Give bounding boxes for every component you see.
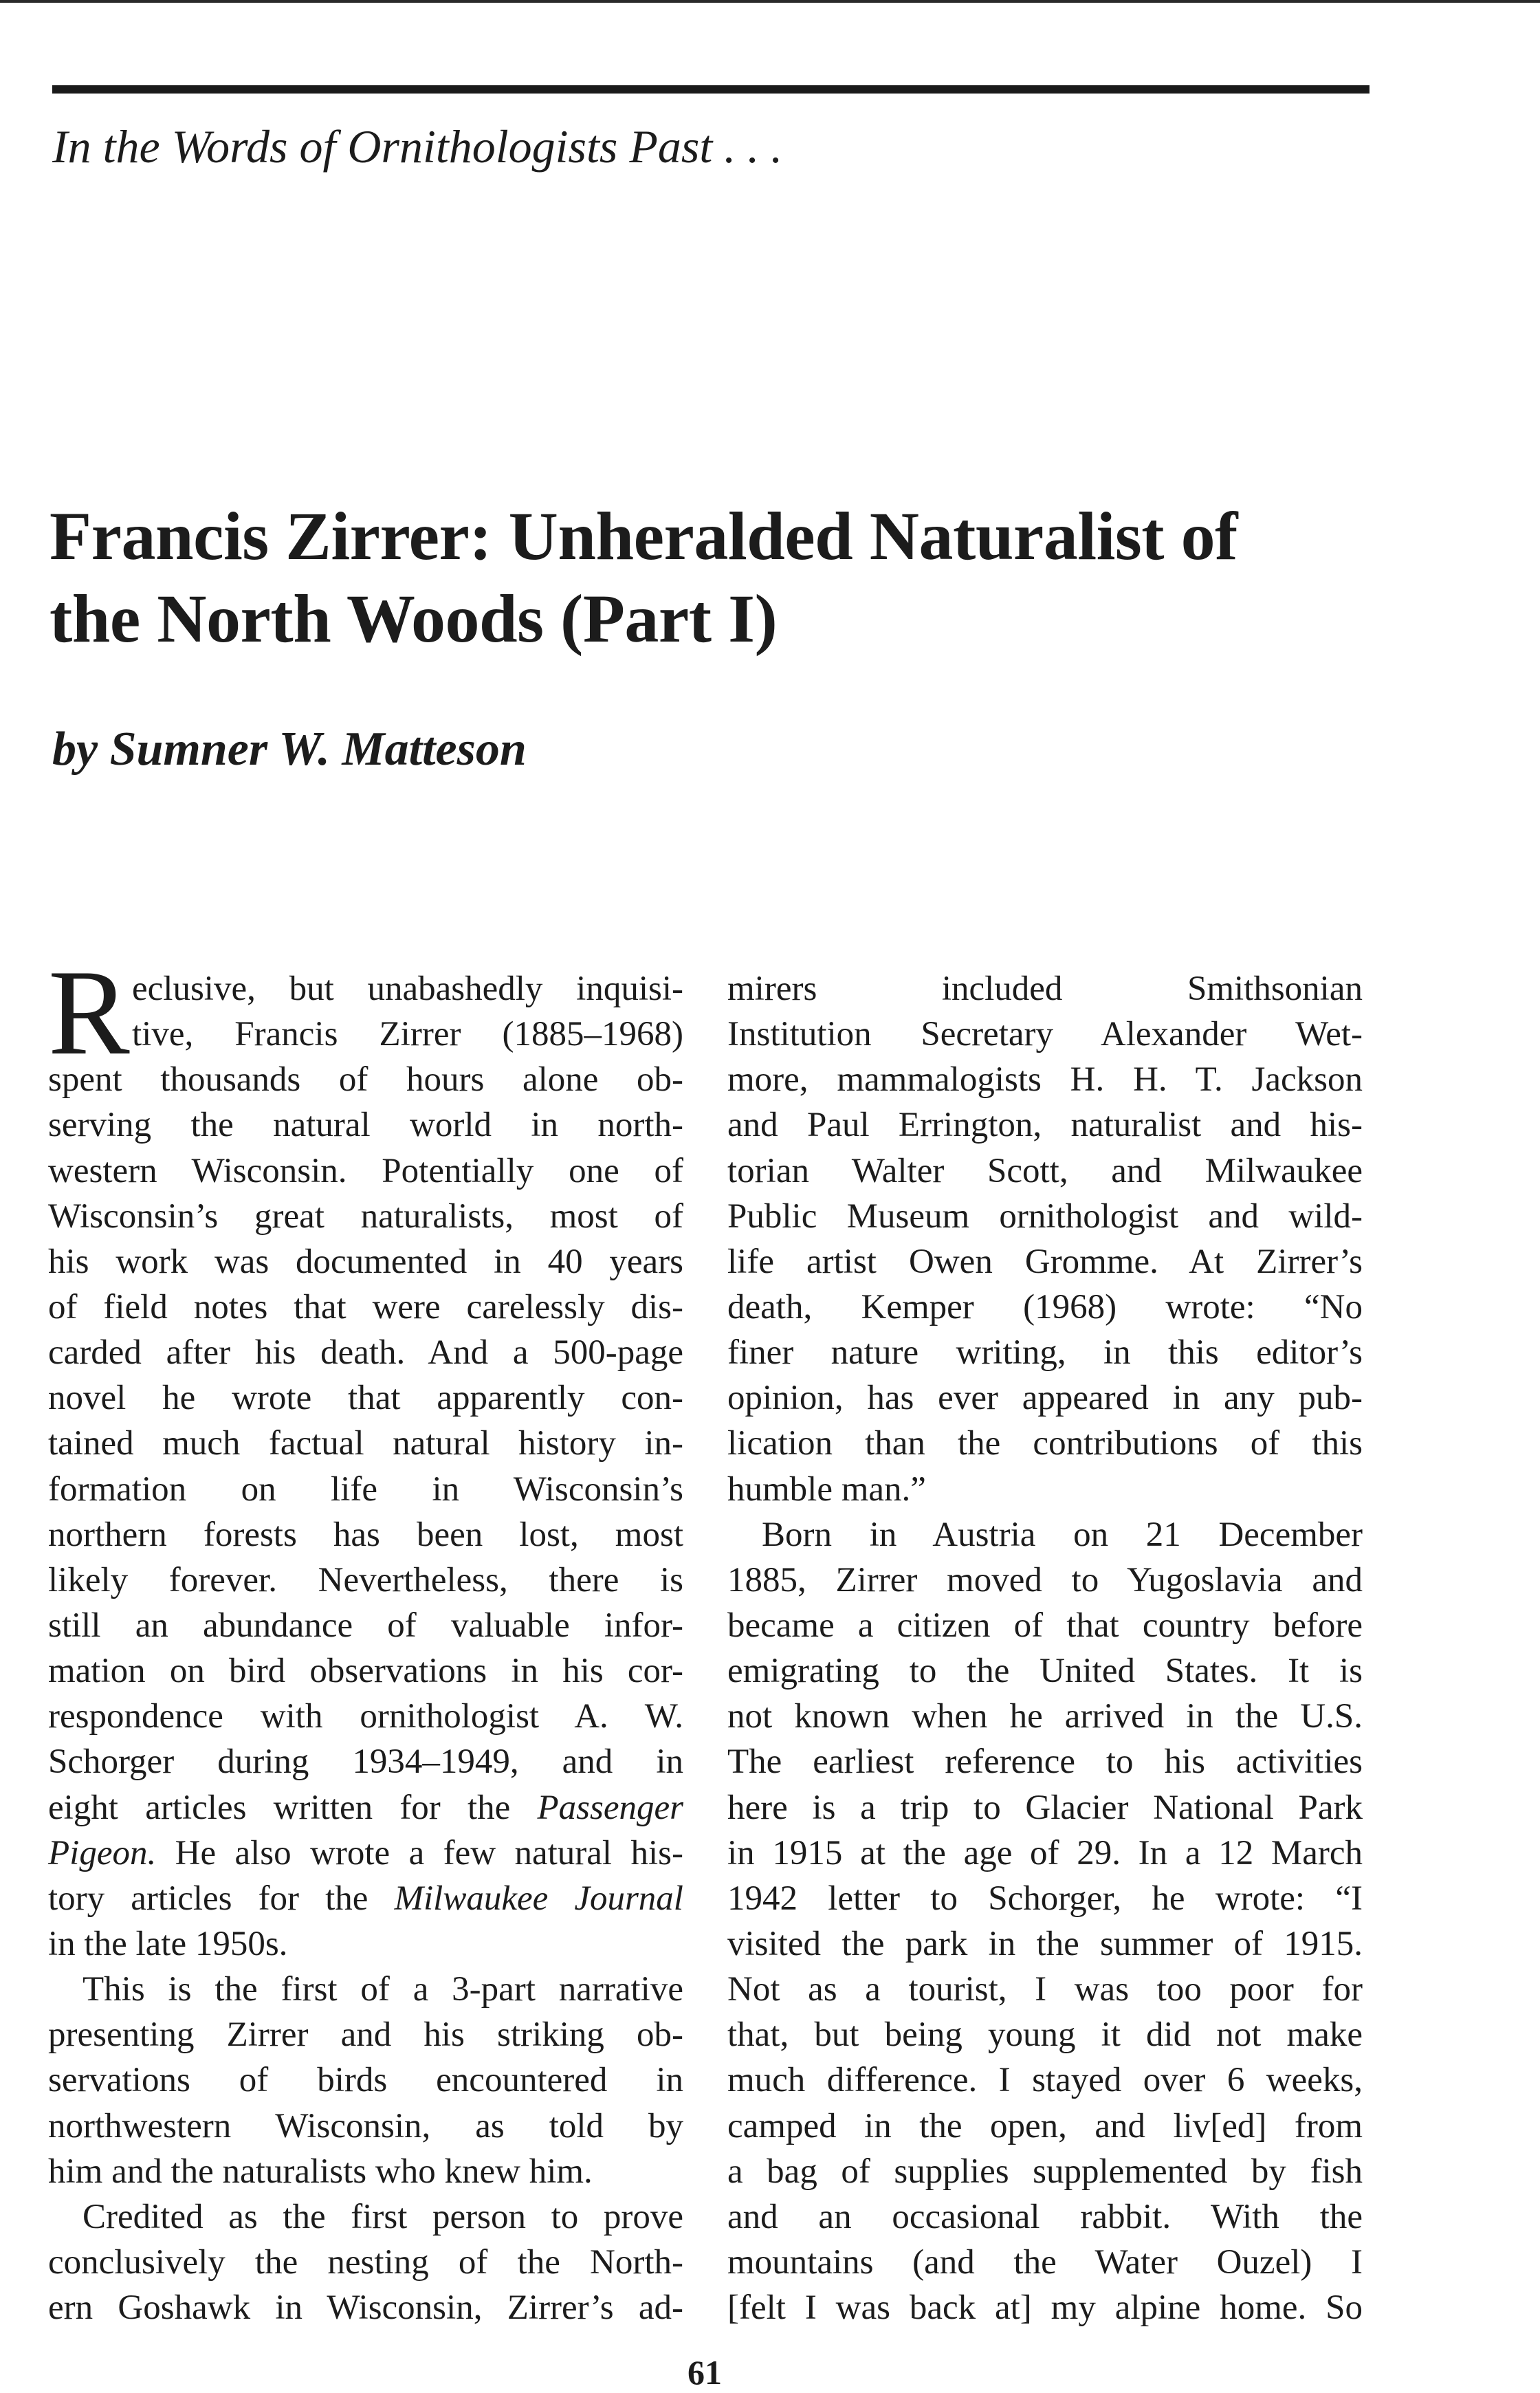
- left-column-line: Wisconsin’s great naturalists, most of: [48, 1196, 683, 1236]
- right-column-line: Not as a tourist, I was too poor for: [727, 1970, 1363, 2009]
- left-column-line: his work was documented in 40 years: [48, 1242, 683, 1281]
- left-column-line: serving the natural world in north-: [48, 1106, 683, 1145]
- right-column-line: Born in Austria on 21 December: [762, 1515, 1363, 1554]
- right-column-line: death, Kemper (1968) wrote: “No: [727, 1287, 1363, 1326]
- right-column-line: in 1915 at the age of 29. In a 12 March: [727, 1833, 1363, 1872]
- left-column-line: mation on bird observations in his cor-: [48, 1652, 683, 1691]
- right-column-line: here is a trip to Glacier National Park: [727, 1788, 1363, 1827]
- left-column-line: novel he wrote that apparently con-: [48, 1379, 683, 1418]
- left-column-line: tive, Francis Zirrer (1885–1968): [132, 1015, 683, 1054]
- right-column-line: lication than the contributions of this: [727, 1424, 1363, 1463]
- right-column-line: life artist Owen Gromme. At Zirrer’s: [727, 1242, 1363, 1281]
- right-column-line: not known when he arrived in the U.S.: [727, 1697, 1363, 1736]
- left-column-line: formation on life in Wisconsin’s: [48, 1469, 683, 1509]
- left-column-line: Credited as the first person to prove: [82, 2197, 683, 2236]
- header-rule: [52, 85, 1370, 94]
- page-top-edge: [0, 0, 1540, 3]
- left-column-line: ern Goshawk in Wisconsin, Zirrer’s ad-: [48, 2288, 683, 2328]
- section-label: In the Words of Ornithologists Past . . .: [52, 120, 783, 173]
- right-column-line: camped in the open, and liv[ed] from: [727, 2106, 1363, 2145]
- author-byline: by Sumner W. Matteson: [52, 723, 527, 776]
- left-column-line: spent thousands of hours alone ob-: [48, 1060, 683, 1100]
- left-column-line: likely forever. Nevertheless, there is: [48, 1560, 683, 1599]
- right-column-line: opinion, has ever appeared in any pub-: [727, 1379, 1363, 1418]
- left-column-line: carded after his death. And a 500-page: [48, 1333, 683, 1373]
- left-column-line: This is the first of a 3-part narrative: [82, 1970, 683, 2009]
- right-column-line: The earliest reference to his activities: [727, 1742, 1363, 1782]
- left-column-line: eight articles written for the Passenger: [48, 1788, 683, 1827]
- right-column-line: Institution Secretary Alexander Wet-: [727, 1015, 1363, 1054]
- left-column-line: conclusively the nesting of the North-: [48, 2242, 683, 2282]
- left-column-line: western Wisconsin. Potentially one of: [48, 1151, 683, 1190]
- right-column-line: and an occasional rabbit. With the: [727, 2197, 1363, 2236]
- right-column-line: much difference. I stayed over 6 weeks,: [727, 2061, 1363, 2100]
- right-column-line: mountains (and the Water Ouzel) I: [727, 2242, 1363, 2282]
- left-column-line: servations of birds encountered in: [48, 2061, 683, 2100]
- right-column-line: emigrating to the United States. It is: [727, 1652, 1363, 1691]
- left-column-line: him and the naturalists who knew him.: [48, 2152, 593, 2191]
- body-column-left: [48, 944, 683, 2330]
- left-column-line: Pigeon. He also wrote a few natural his-: [48, 1833, 683, 1872]
- body-column-right: [727, 966, 1363, 2330]
- left-column-line: Schorger during 1934–1949, and in: [48, 1742, 683, 1782]
- article-title-line-1: Francis Zirrer: Unheralded Naturalist of: [50, 498, 1238, 574]
- drop-cap: R: [48, 944, 130, 1080]
- right-column-line: 1885, Zirrer moved to Yugoslavia and: [727, 1560, 1363, 1599]
- right-column-line: finer nature writing, in this editor’s: [727, 1333, 1363, 1373]
- right-column-line: and Paul Errington, naturalist and his-: [727, 1106, 1363, 1145]
- left-column-line: tained much factual natural history in-: [48, 1424, 683, 1463]
- right-column-line: more, mammalogists H. H. T. Jackson: [727, 1060, 1363, 1100]
- right-column-line: a bag of supplies supplemented by fish: [727, 2152, 1363, 2191]
- article-title: [50, 495, 1424, 660]
- left-column-line: eclusive, but unabashedly inquisi-: [132, 970, 683, 1008]
- right-column-line: that, but being young it did not make: [727, 2015, 1363, 2055]
- right-column-line: [felt I was back at] my alpine home. So: [727, 2288, 1363, 2328]
- left-column-line: respondence with ornithologist A. W.: [48, 1697, 683, 1736]
- right-column-line: mirers included Smithsonian: [727, 970, 1363, 1008]
- left-column-line: still an abundance of valuable infor-: [48, 1606, 683, 1645]
- left-column-line: northern forests has been lost, most: [48, 1515, 683, 1554]
- left-column-line: of field notes that were carelessly dis-: [48, 1287, 683, 1326]
- right-column-line: torian Walter Scott, and Milwaukee: [727, 1151, 1363, 1190]
- right-column-line: 1942 letter to Schorger, he wrote: “I: [727, 1879, 1363, 1918]
- article-title-line-2: the North Woods (Part I): [50, 580, 778, 657]
- right-column-line: humble man.”: [727, 1469, 926, 1509]
- right-column-line: became a citizen of that country before: [727, 1606, 1363, 1645]
- right-column-line: Public Museum ornithologist and wild-: [727, 1196, 1363, 1236]
- left-column-line: tory articles for the Milwaukee Journal: [48, 1879, 683, 1918]
- left-column-line: northwestern Wisconsin, as told by: [48, 2106, 683, 2145]
- right-column-line: visited the park in the summer of 1915.: [727, 1924, 1363, 1963]
- page-number: 61: [688, 2353, 722, 2392]
- left-column-line: presenting Zirrer and his striking ob-: [48, 2015, 683, 2055]
- left-column-line: in the late 1950s.: [48, 1924, 288, 1963]
